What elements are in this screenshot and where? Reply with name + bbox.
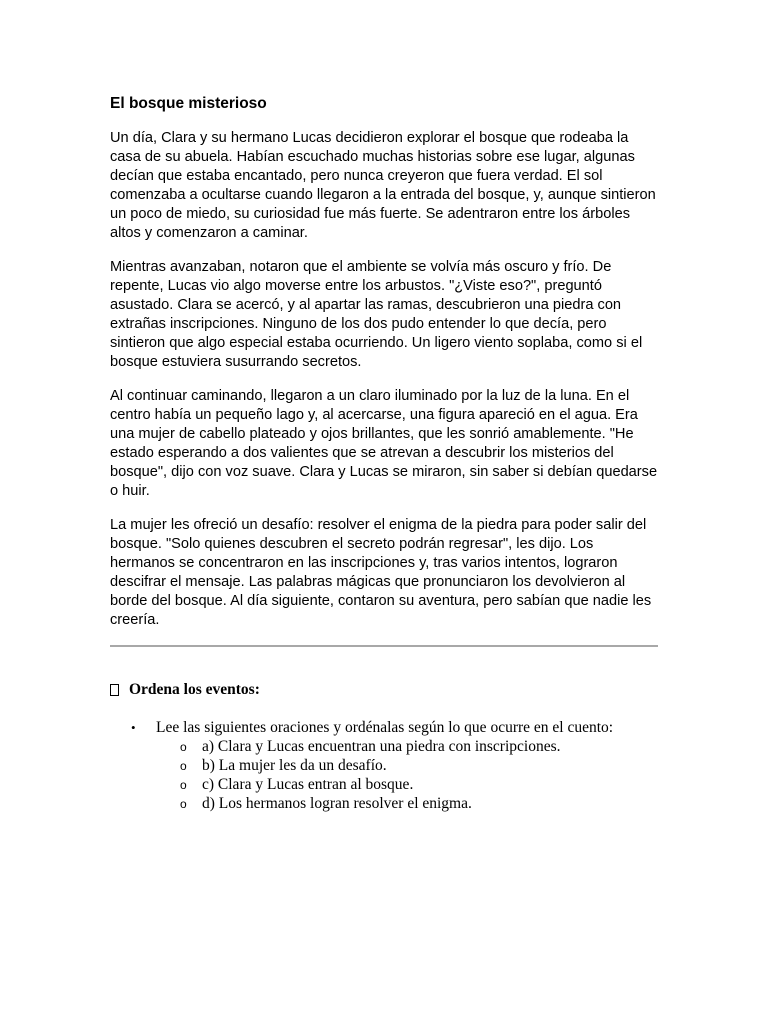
list-item <box>156 756 660 775</box>
list-item <box>110 718 660 813</box>
circle-bullet-icon: o <box>180 759 187 773</box>
option-c: c) Clara y Lucas entran al bosque. <box>202 776 414 793</box>
circle-bullet-icon: o <box>180 778 187 792</box>
option-b: b) La mujer les da un desafío. <box>202 757 387 774</box>
exercise-list <box>110 718 660 813</box>
list-item <box>156 737 660 756</box>
document-page <box>110 94 660 813</box>
exercise-heading-text: Ordena los eventos: <box>129 681 260 698</box>
option-d: d) Los hermanos logran resolver el enigma. <box>202 795 472 812</box>
story-paragraph-4: La mujer les ofreció un desafío: resolver el enigma de la piedra para poder salir del bosque. "Solo quienes descubren el secreto podrán regresar", les dijo. Los hermanos se concentraron en las inscripciones y, tras varios intentos, lograron descifrar el mensaje. Las palabras mágicas que pronunciaron los devolvieron al borde del bosque. Al día siguiente, contaron su aventura, pero sabían que nadie les creería. <box>110 517 652 628</box>
list-item <box>156 794 660 813</box>
story-paragraph-3: Al continuar caminando, llegaron a un claro iluminado por la luz de la luna. En el centro había un pequeño lago y, al acercarse, una figura apareció en el agua. Era una mujer de cabello plateado y ojos brillantes, que les sonrió amablemente. "He estado esperando a dos valientes que se atrevan a descubrir los misterios del bosque", dijo con voz suave. Clara y Lucas se miraron, sin saber si debían quedarse o huir. <box>110 388 658 499</box>
story-paragraph-2: Mientras avanzaban, notaron que el ambiente se volvía más oscuro y frío. De repente, Lucas vio algo moverse entre los arbustos. "¿Viste eso?", preguntó asustado. Clara se acercó, y al apartar las ramas, descubrieron una piedra con extrañas inscripciones. Ninguno de los dos pudo entender lo que decía, pero sintieron que algo especial estaba ocurriendo. Un ligero viento soplaba, como si el bosque estuviera susurrando secretos. <box>110 259 643 370</box>
story-paragraph-1: Un día, Clara y su hermano Lucas decidieron explorar el bosque que rodeaba la casa de su abuela. Habían escuchado muchas historias sobre ese lugar, algunas decían que estaba encantado, pero nunca creyeron que fuera verdad. El sol comenzaba a ocultarse cuando llegaron a la entrada del bosque, y, aunque sintieron un poco de miedo, su curiosidad fue más fuerte. Se adentraron entre los árboles altos y comenzaron a caminar. <box>110 130 656 241</box>
exercise-instruction: Lee las siguientes oraciones y ordénalas según lo que ocurre en el cuento: <box>156 719 614 736</box>
bullet-icon: • <box>131 720 136 735</box>
story-title: El bosque misterioso <box>110 95 267 112</box>
box-icon <box>110 684 119 696</box>
list-item <box>156 775 660 794</box>
circle-bullet-icon: o <box>180 740 187 754</box>
option-a: a) Clara y Lucas encuentran una piedra con inscripciones. <box>202 738 561 755</box>
options-list <box>156 737 660 813</box>
horizontal-divider <box>110 645 658 647</box>
circle-bullet-icon: o <box>180 797 187 811</box>
exercise-heading <box>110 680 660 700</box>
